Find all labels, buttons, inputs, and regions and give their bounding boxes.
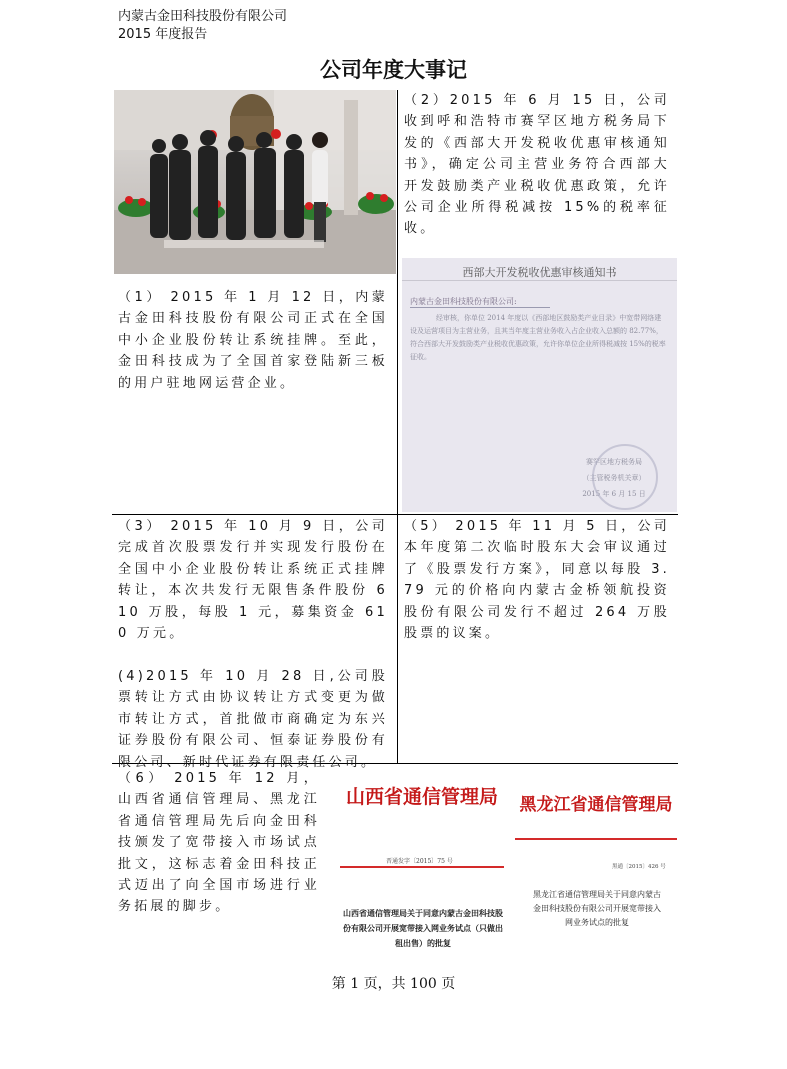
event-6-text: （6） 2015 年 12 月，山西省通信管理局、黑龙江省通信管理局先后向金田科技颁发了宽带接入市场试点批文，这标志着金田科技正式迈出了向全国市场进行业务拓展的脚步。 — [118, 771, 320, 915]
ceremony-illustration — [114, 90, 396, 274]
shanxi-doc-number: 晋通发字〔2015〕75 号 — [386, 858, 453, 865]
event-5-text: （5） 2015 年 11 月 5 日，公司本年度第二次临时股东大会审议通过了《股票发行方案》，同意以每股 3.79 元的价格向内蒙古金桥领航投资股份有限公司发行不超过 264 万股股票的议案。 — [404, 519, 670, 642]
heilongjiang-doc-subject: 黑龙江省通信管理局关于同意内蒙古金田科技股份有限公司开展宽带接入网业务试点的批复 — [533, 890, 661, 927]
page-title: 公司年度大事记 — [320, 58, 467, 82]
header-report: 2015 年度报告 — [118, 27, 208, 42]
shanxi-red-rule — [340, 866, 504, 868]
page-footer: 第 1 页，共 100 页 — [331, 976, 456, 992]
shanxi-approval-image — [336, 772, 508, 952]
heilongjiang-doc-number: 黑通〔2015〕426 号 — [612, 864, 666, 870]
bell-ringing-ceremony-photo — [114, 90, 396, 274]
tax-notice-sign-office: 赛罕区地方税务局 — [586, 458, 642, 466]
event-1-text: （1） 2015 年 1 月 12 日，内蒙古金田科技股份有限公司正式在全国中小企业股份转让系统挂牌。至此，金田科技成为了全国首家登陆新三板的用户驻地网运营企业。 — [118, 290, 388, 391]
table-row-divider-1 — [112, 514, 678, 515]
header-company: 内蒙古金田科技股份有限公司 — [118, 9, 288, 24]
tax-notice-body: 经审核，你单位 2014 年度以《西部地区鼓励类产业目录》中宽带网络建设及运营项目为主营业务，且其当年度主营业务收入占企业收入总额的 82.77%，符合西部大开发鼓励类产业税收优惠政策，允许你单位企业所得税减按 15%的税率征收。 — [410, 314, 666, 361]
heilongjiang-approval-image — [512, 778, 680, 946]
tax-notice-title: 西部大开发税收优惠审核通知书 — [462, 266, 617, 279]
shanxi-doc-subject: 山西省通信管理局关于同意内蒙古金田科技股份有限公司开展宽带接入网业务试点（只做出租出售）的批复 — [343, 908, 503, 948]
official-seal-stamp — [592, 444, 658, 510]
event-3-text: （3） 2015 年 10 月 9 日，公司完成首次股票发行并实现发行股份在全国中小企业股份转让系统正式挂牌转让，本次共发行无限售条件股份 610 万股，每股 1 元，募集资金 610 万元。 — [118, 519, 388, 642]
table-center-divider — [397, 90, 398, 763]
tax-notice-sign-seal: （主管税务机关章） — [582, 474, 646, 482]
shanxi-agency-heading: 山西省通信管理局 — [345, 786, 498, 808]
heilongjiang-red-rule — [515, 838, 677, 840]
tax-notice-recipient: 内蒙古金田科技股份有限公司: — [410, 296, 550, 308]
event-4-text: (4)2015 年 10 月 28 日,公司股票转让方式由协议转让方式变更为做市转让方式，首批做市商确定为东兴证券股份有限公司、恒泰证券股份有限公司、新时代证券有限责任公司。 — [118, 669, 388, 770]
heilongjiang-agency-heading: 黑龙江省通信管理局 — [519, 795, 673, 815]
tax-notice-rule — [402, 280, 677, 281]
tax-notice-sign-date: 2015 年 6 月 15 日 — [582, 490, 646, 498]
event-2-text: （2）2015 年 6 月 15 日，公司收到呼和浩特市赛罕区地方税务局下发的《西部大开发税收优惠审核通知书》，确定公司主营业务符合西部大开发鼓励类产业税收优惠政策，允许公司企业所得税减按 15%的税率征收。 — [404, 93, 670, 237]
tax-notice-image — [402, 258, 677, 512]
